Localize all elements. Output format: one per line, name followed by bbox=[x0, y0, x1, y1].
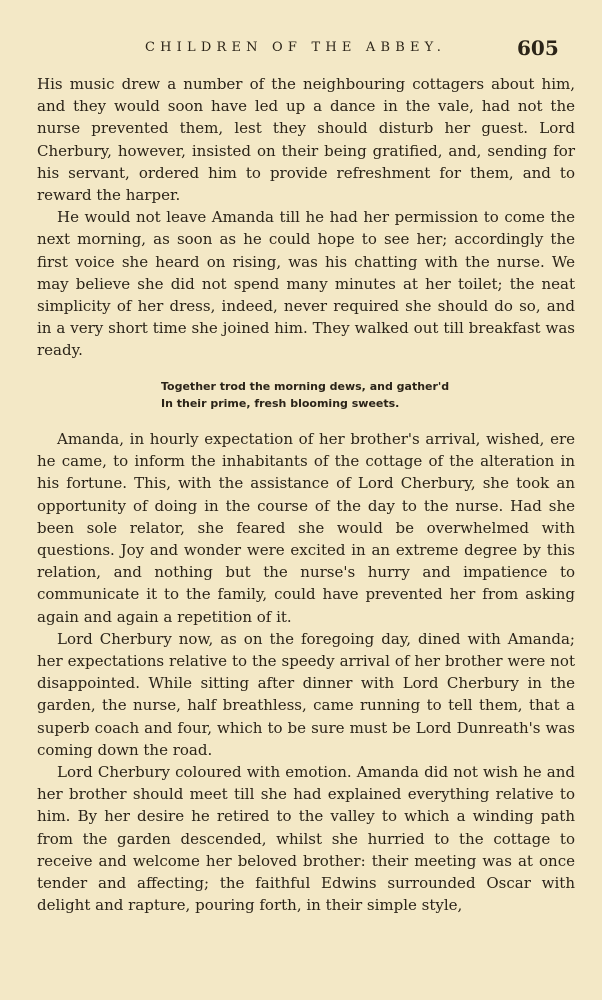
epigraph-line-2: In their prime, fresh blooming sweets. bbox=[161, 397, 400, 410]
paragraph-amanda: Amanda, in hourly expectation of her brother's arrival, wished, ere he came, to inform the inhabitants of the cottage of the alteration in his fortune. This, with the assistance of Lord Cherbury, she took an opportunity of doing in the course of the day to the nurse. Had she been sole relator, she feared she would be overwhelmed with questions. Joy and wonder were excited in an extreme degree by this relation, and nothing but the nurse's hurry and impatience to communicate it to the family, could have prevented her from asking again and again a repetition of it. bbox=[37, 430, 575, 626]
running-title: CHILDREN OF THE ABBEY. bbox=[145, 40, 447, 55]
paragraph-morning: He would not leave Amanda till he had her permission to come the next morning, as soon as he could hope to see her; accordingly the first voice she heard on rising, was his chatting with the nurse. We may believe she did not spend many minutes at her toilet; the neat simplicity of her dress, indeed, never required she should do so, and in a very short time she joined him. They walked out till breakfast was ready. bbox=[37, 208, 575, 360]
body-text-bottom bbox=[37, 428, 575, 916]
paragraph-meeting: Lord Cherbury coloured with emotion. Amanda did not wish he and her brother should meet till she had explained everything relative to him. By her desire he retired to the valley to which a winding path from the garden descended, whilst she hurried to the cottage to receive and welcome her beloved brother: their meeting was at once tender and affecting; the faithful Edwins surrounded Oscar with delight and rapture, pouring forth, in their simple style, bbox=[37, 763, 575, 915]
epigraph-line-1: Together trod the morning dews, and gather'd bbox=[161, 380, 450, 393]
body-text-top bbox=[37, 73, 575, 362]
paragraph-dinner: Lord Cherbury now, as on the foregoing day, dined with Amanda; her expectations relative to the speedy arrival of her brother were not disappointed. While sitting after dinner with Lord Cherbury in the garden, the nurse, half breathless, came running to tell them, that a superb coach and four, which to be sure must be Lord Dunreath's was coming down the road. bbox=[37, 629, 575, 759]
page-header bbox=[0, 38, 602, 64]
paragraph-harper: His music drew a number of the neighbouring cottagers about him, and they would soon have led up a dance in the vale, had not the nurse prevented them, lest they should disturb her guest. Lord Cherbury, however, insisted on their being gratified, and, sending for his servant, ordered him to provide refreshment for them, and to reward the harper. bbox=[37, 75, 575, 205]
epigraph bbox=[161, 378, 561, 412]
page-number: 605 bbox=[517, 36, 559, 60]
